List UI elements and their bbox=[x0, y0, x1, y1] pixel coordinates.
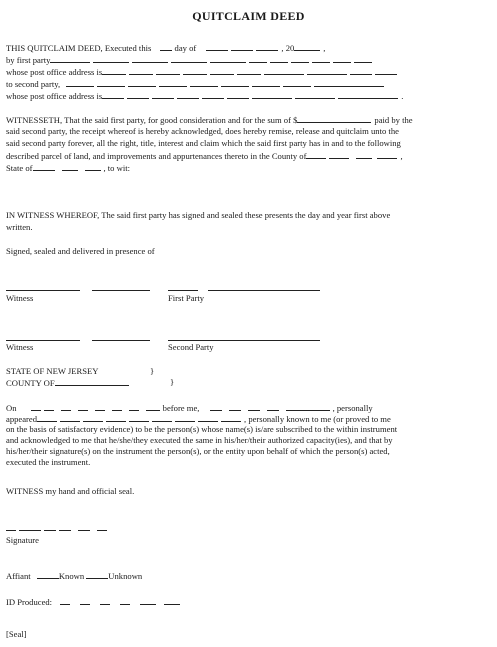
appeared-blank-5[interactable] bbox=[129, 413, 149, 422]
witness-1-label: Witness bbox=[6, 293, 34, 303]
state-of-new-jersey: STATE OF NEW JERSEY bbox=[6, 366, 99, 376]
execution-line: THIS QUITCLAIM DEED, Executed this day of , 20 , bbox=[6, 43, 326, 53]
second-address-blank-3[interactable] bbox=[152, 90, 174, 99]
before-me-text: before me, bbox=[162, 403, 200, 413]
appeared-text: appeared bbox=[6, 414, 38, 424]
signature-blank-1[interactable] bbox=[6, 522, 16, 531]
second-party-blank-2[interactable] bbox=[97, 78, 125, 87]
unknown-label: Unknown bbox=[108, 571, 143, 581]
day-of-text: day of bbox=[174, 43, 197, 53]
year-blank[interactable] bbox=[294, 42, 320, 51]
state-blank-1[interactable] bbox=[33, 162, 55, 171]
signature-label: Signature bbox=[6, 535, 39, 545]
notary-blank-2[interactable] bbox=[229, 402, 241, 411]
second-party-blank-5[interactable] bbox=[190, 78, 218, 87]
brace-1: } bbox=[150, 366, 155, 376]
first-party-line bbox=[6, 54, 375, 66]
month-blank-2[interactable] bbox=[231, 42, 253, 51]
witnesseth-line-4: described parcel of land, and improvements and appurtenances thereto in the County of , bbox=[6, 151, 403, 161]
second-party-blank-7[interactable] bbox=[252, 78, 280, 87]
unknown-blank[interactable] bbox=[86, 570, 108, 579]
first-party-blank-10[interactable] bbox=[333, 54, 351, 63]
witness-hand-seal: WITNESS my hand and official seal. bbox=[6, 486, 135, 496]
affiant-label: Affiant bbox=[6, 571, 31, 581]
appeared-blank-2[interactable] bbox=[60, 413, 80, 422]
first-party-blank-2[interactable] bbox=[93, 54, 129, 63]
id-blank-4[interactable] bbox=[120, 596, 130, 605]
ack-line-4: and acknowledged to me that he/she/they executed the same in his/her/their authorized capacity(ies), and that by bbox=[6, 435, 393, 445]
second-address-blank-2[interactable] bbox=[127, 90, 149, 99]
county-of-label: COUNTY OF bbox=[6, 378, 55, 388]
state-of-text: State of bbox=[6, 163, 33, 173]
in-witness-line-2: written. bbox=[6, 222, 33, 232]
first-party-blank-7[interactable] bbox=[270, 54, 288, 63]
personally-text: , personally bbox=[332, 403, 373, 413]
signature-blank-6[interactable] bbox=[97, 522, 107, 531]
known-label: Known bbox=[58, 571, 85, 581]
id-produced-line bbox=[6, 596, 183, 608]
witness-2-extra-line[interactable] bbox=[92, 340, 150, 341]
first-party-blank-4[interactable] bbox=[171, 54, 207, 63]
notary-blank-3[interactable] bbox=[248, 402, 260, 411]
affiant-line bbox=[6, 570, 142, 582]
first-address-blank-5[interactable] bbox=[210, 66, 234, 75]
state-blank-3[interactable] bbox=[85, 162, 101, 171]
appeared-blank-6[interactable] bbox=[152, 413, 172, 422]
signed-sealed-text: Signed, sealed and delivered in presence of bbox=[6, 246, 155, 256]
witnesseth-line-5 bbox=[6, 162, 130, 174]
personally-known-text: , personally known to me (or proved to me bbox=[244, 414, 391, 424]
appeared-blank-4[interactable] bbox=[106, 413, 126, 422]
county-of-line bbox=[6, 377, 132, 389]
first-party-blank-11[interactable] bbox=[354, 54, 372, 63]
on-date-blank-4[interactable] bbox=[78, 402, 88, 411]
second-party-blank-6[interactable] bbox=[221, 78, 249, 87]
id-produced-label: ID Produced: bbox=[6, 597, 53, 607]
signature-blank-3[interactable] bbox=[44, 522, 56, 531]
second-address-blank-8[interactable] bbox=[295, 90, 335, 99]
second-party-sign-line[interactable] bbox=[168, 340, 320, 341]
first-party-blank-1[interactable] bbox=[50, 54, 90, 63]
appeared-blank-7[interactable] bbox=[175, 413, 195, 422]
id-blank-6[interactable] bbox=[164, 596, 180, 605]
notary-blank-1[interactable] bbox=[210, 402, 222, 411]
second-party-blank-9[interactable] bbox=[314, 78, 384, 87]
first-party-sign-line-2[interactable] bbox=[208, 290, 320, 291]
seal-label: [Seal] bbox=[6, 629, 27, 639]
witnesseth-line-3: said second party forever, all the right, title, interest and claim which the said first party has in and to the following bbox=[6, 138, 401, 148]
first-address-blank-3[interactable] bbox=[156, 66, 180, 75]
first-address-blank-7[interactable] bbox=[264, 66, 304, 75]
witnesseth-text-1: WITNESSETH, That the said first party, for good consideration and for the sum of $ bbox=[6, 115, 298, 125]
second-party-address-label: whose post office address is bbox=[6, 91, 103, 101]
first-party-blank-5[interactable] bbox=[210, 54, 246, 63]
witness-1-line[interactable] bbox=[6, 290, 80, 291]
first-address-blank-2[interactable] bbox=[129, 66, 153, 75]
witness-2-label: Witness bbox=[6, 342, 34, 352]
witness-2-line[interactable] bbox=[6, 340, 80, 341]
county-blank-2[interactable] bbox=[329, 150, 349, 159]
witnesseth-line-2: said second party, the receipt whereof is hereby acknowledged, does hereby remise, release and quitclaim unto the bbox=[6, 126, 399, 136]
notary-blank-5[interactable] bbox=[286, 402, 330, 411]
month-blank-1[interactable] bbox=[206, 42, 228, 51]
paid-by-text: paid by the bbox=[374, 115, 413, 125]
sum-blank[interactable] bbox=[297, 114, 371, 123]
first-address-blank-8[interactable] bbox=[307, 66, 347, 75]
state-blank-2[interactable] bbox=[62, 162, 78, 171]
second-party-blank-1[interactable] bbox=[66, 78, 94, 87]
first-address-blank-9[interactable] bbox=[350, 66, 372, 75]
first-party-blank-3[interactable] bbox=[132, 54, 168, 63]
on-date-blank-2[interactable] bbox=[44, 402, 54, 411]
ack-line-3: on the basis of satisfactory evidence) to be the person(s) whose name(s) is/are subscribed to the within instrument bbox=[6, 424, 398, 434]
id-blank-1[interactable] bbox=[60, 596, 70, 605]
first-address-blank-6[interactable] bbox=[237, 66, 261, 75]
first-party-blank-6[interactable] bbox=[249, 54, 267, 63]
appeared-blank-9[interactable] bbox=[221, 413, 241, 422]
on-date-blank-5[interactable] bbox=[95, 402, 105, 411]
county-blank-3[interactable] bbox=[356, 150, 372, 159]
first-party-address-line bbox=[6, 66, 400, 78]
known-blank[interactable] bbox=[37, 570, 59, 579]
second-address-blank-7[interactable] bbox=[252, 90, 292, 99]
on-text: On bbox=[6, 403, 17, 413]
id-blank-2[interactable] bbox=[80, 596, 90, 605]
brace-2: } bbox=[170, 377, 175, 387]
ack-line-6: executed the instrument. bbox=[6, 457, 91, 467]
in-witness-line-1: IN WITNESS WHEREOF, The said first party has signed and sealed these presents the day and year first above bbox=[6, 210, 391, 220]
first-party-sign-line-1[interactable] bbox=[168, 290, 198, 291]
second-party-signature-label: Second Party bbox=[168, 342, 214, 352]
county-text: described parcel of land, and improvements and appurtenances thereto in the County of bbox=[6, 151, 307, 161]
day-blank[interactable] bbox=[160, 42, 172, 51]
to-wit-text: , to wit: bbox=[103, 163, 130, 173]
second-address-blank-1[interactable] bbox=[102, 90, 124, 99]
appeared-blank-3[interactable] bbox=[83, 413, 103, 422]
second-address-blank-5[interactable] bbox=[202, 90, 224, 99]
second-address-blank-4[interactable] bbox=[177, 90, 199, 99]
first-party-address-label: whose post office address is bbox=[6, 67, 103, 77]
second-party-blank-4[interactable] bbox=[159, 78, 187, 87]
appeared-blank-1[interactable] bbox=[37, 413, 57, 422]
second-address-blank-6[interactable] bbox=[227, 90, 249, 99]
first-address-blank-4[interactable] bbox=[183, 66, 207, 75]
first-party-label: by first party bbox=[6, 55, 51, 65]
second-party-line bbox=[6, 78, 387, 90]
year-prefix: , 20 bbox=[281, 43, 295, 53]
on-date-blank-8[interactable] bbox=[146, 402, 160, 411]
on-date-blank-3[interactable] bbox=[61, 402, 71, 411]
signature-blank-5[interactable] bbox=[78, 522, 90, 531]
signature-blank-4[interactable] bbox=[59, 522, 71, 531]
first-address-blank-10[interactable] bbox=[375, 66, 397, 75]
on-date-blank-1[interactable] bbox=[31, 402, 41, 411]
first-party-signature-label: First Party bbox=[168, 293, 205, 303]
witness-1-extra-line[interactable] bbox=[92, 290, 150, 291]
first-party-blank-8[interactable] bbox=[291, 54, 309, 63]
execution-text: THIS QUITCLAIM DEED, Executed this bbox=[6, 43, 152, 53]
second-party-blank-3[interactable] bbox=[128, 78, 156, 87]
second-address-blank-9[interactable] bbox=[338, 90, 398, 99]
appeared-blank-8[interactable] bbox=[198, 413, 218, 422]
ack-line-5: his/her/their signature(s) on the instrument the person(s), or the entity upon behalf of which the person(s) acted, bbox=[6, 446, 390, 456]
id-blank-3[interactable] bbox=[100, 596, 110, 605]
signature-blanks bbox=[6, 522, 110, 534]
second-party-label: to second party, bbox=[6, 79, 61, 89]
signature-blank-2[interactable] bbox=[19, 522, 41, 531]
on-date-blank-7[interactable] bbox=[129, 402, 139, 411]
county-blank-4[interactable] bbox=[377, 150, 397, 159]
county-blank-1[interactable] bbox=[306, 150, 326, 159]
first-address-blank-1[interactable] bbox=[102, 66, 126, 75]
second-party-address-line: whose post office address is . bbox=[6, 91, 404, 101]
second-party-blank-8[interactable] bbox=[283, 78, 311, 87]
notary-blank-4[interactable] bbox=[267, 402, 279, 411]
on-date-blank-6[interactable] bbox=[112, 402, 122, 411]
id-blank-5[interactable] bbox=[140, 596, 156, 605]
month-blank-3[interactable] bbox=[256, 42, 278, 51]
witnesseth-line-1 bbox=[6, 114, 413, 126]
county-of-blank[interactable] bbox=[55, 377, 129, 386]
document-title: QUITCLAIM DEED bbox=[192, 9, 305, 23]
first-party-blank-9[interactable] bbox=[312, 54, 330, 63]
